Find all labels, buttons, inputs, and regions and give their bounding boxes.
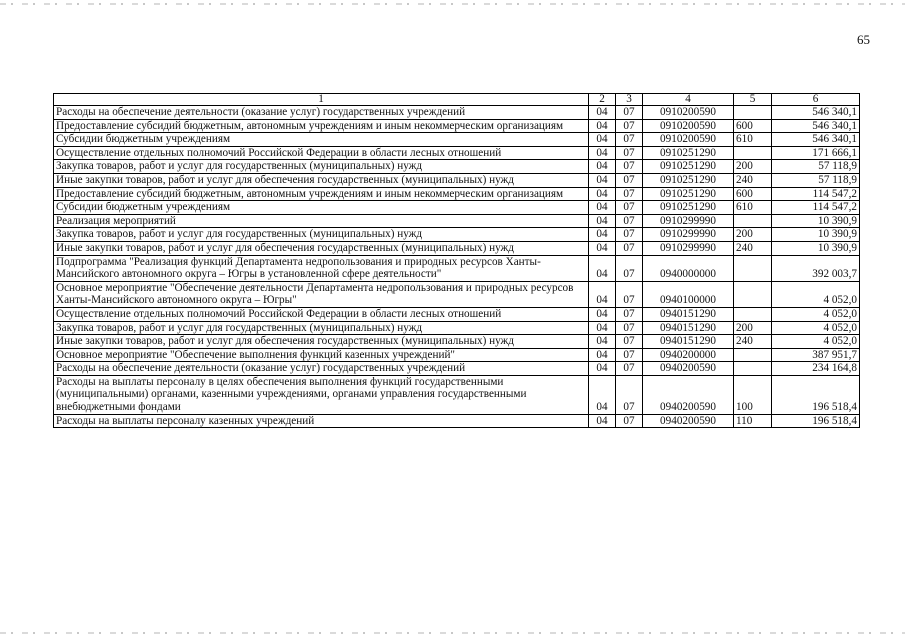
- amount-cell: 57 118,9: [772, 160, 860, 174]
- amount-cell: 196 518,4: [772, 375, 860, 414]
- amount-cell: 10 390,9: [772, 241, 860, 255]
- target-article-code-cell: 0940200000: [643, 348, 734, 362]
- expense-name-cell: Расходы на выплаты персоналу в целях обеспечения выполнения функций государственными (муниципальными) органами, казенными учреждениями, органами управления государственными внебюджетными фондами: [54, 375, 589, 414]
- amount-cell: 114 547,2: [772, 201, 860, 215]
- table-row: [54, 414, 860, 428]
- table-row: [54, 281, 860, 307]
- expense-type-code-cell: 600: [734, 187, 772, 201]
- table-row: [54, 255, 860, 281]
- expense-name-cell: Иные закупки товаров, работ и услуг для обеспечения государственных (муниципальных) нужд: [54, 335, 589, 349]
- target-article-code-cell: 0910200590: [643, 106, 734, 120]
- target-article-code-cell: 0940151290: [643, 335, 734, 349]
- expense-type-code-cell: 240: [734, 173, 772, 187]
- target-article-code-cell: 0940200590: [643, 362, 734, 376]
- header-row: [54, 94, 860, 106]
- section-code-cell: 04: [589, 375, 616, 414]
- expense-type-code-cell: [734, 281, 772, 307]
- expense-name-cell: Расходы на выплаты персоналу казенных учреждений: [54, 414, 589, 428]
- expense-name-cell: Субсидии бюджетным учреждениям: [54, 133, 589, 147]
- subsection-code-cell: 07: [616, 335, 643, 349]
- section-code-cell: 04: [589, 307, 616, 321]
- expense-type-code-cell: [734, 255, 772, 281]
- amount-cell: 546 340,1: [772, 133, 860, 147]
- target-article-code-cell: 0940151290: [643, 307, 734, 321]
- table-row: [54, 335, 860, 349]
- expense-name-cell: Закупка товаров, работ и услуг для государственных (муниципальных) нужд: [54, 160, 589, 174]
- table-row: [54, 362, 860, 376]
- subsection-code-cell: 07: [616, 321, 643, 335]
- budget-table: [53, 93, 860, 428]
- expense-type-code-cell: [734, 307, 772, 321]
- header-cell: 4: [643, 94, 734, 106]
- subsection-code-cell: 07: [616, 255, 643, 281]
- target-article-code-cell: 0910251290: [643, 201, 734, 215]
- table-row: [54, 187, 860, 201]
- subsection-code-cell: 07: [616, 106, 643, 120]
- table-row: [54, 119, 860, 133]
- expense-type-code-cell: 610: [734, 201, 772, 215]
- section-code-cell: 04: [589, 160, 616, 174]
- section-code-cell: 04: [589, 241, 616, 255]
- section-code-cell: 04: [589, 106, 616, 120]
- table-row: [54, 173, 860, 187]
- section-code-cell: 04: [589, 348, 616, 362]
- table-row: [54, 133, 860, 147]
- target-article-code-cell: 0910200590: [643, 133, 734, 147]
- expense-name-cell: Иные закупки товаров, работ и услуг для обеспечения государственных (муниципальных) нужд: [54, 173, 589, 187]
- section-code-cell: 04: [589, 133, 616, 147]
- expense-type-code-cell: 200: [734, 228, 772, 242]
- table-row: [54, 348, 860, 362]
- table-row: [54, 307, 860, 321]
- section-code-cell: 04: [589, 173, 616, 187]
- table-row: [54, 241, 860, 255]
- section-code-cell: 04: [589, 146, 616, 160]
- table-row: [54, 214, 860, 228]
- amount-cell: 10 390,9: [772, 228, 860, 242]
- expense-name-cell: Реализация мероприятий: [54, 214, 589, 228]
- page-number: 65: [857, 32, 870, 47]
- expense-name-cell: Расходы на обеспечение деятельности (оказание услуг) государственных учреждений: [54, 362, 589, 376]
- expense-name-cell: Закупка товаров, работ и услуг для государственных (муниципальных) нужд: [54, 228, 589, 242]
- expense-type-code-cell: 600: [734, 119, 772, 133]
- amount-cell: 4 052,0: [772, 281, 860, 307]
- scan-artifact-bottom: [0, 632, 905, 634]
- subsection-code-cell: 07: [616, 133, 643, 147]
- header-cell: 5: [734, 94, 772, 106]
- section-code-cell: 04: [589, 201, 616, 215]
- subsection-code-cell: 07: [616, 348, 643, 362]
- amount-cell: 4 052,0: [772, 321, 860, 335]
- target-article-code-cell: 0910299990: [643, 241, 734, 255]
- header-cell: 1: [54, 94, 589, 106]
- table-row: [54, 201, 860, 215]
- subsection-code-cell: 07: [616, 362, 643, 376]
- subsection-code-cell: 07: [616, 281, 643, 307]
- table-row: [54, 321, 860, 335]
- section-code-cell: 04: [589, 414, 616, 428]
- target-article-code-cell: 0940151290: [643, 321, 734, 335]
- subsection-code-cell: 07: [616, 228, 643, 242]
- target-article-code-cell: 0910251290: [643, 146, 734, 160]
- subsection-code-cell: 07: [616, 146, 643, 160]
- target-article-code-cell: 0940200590: [643, 414, 734, 428]
- subsection-code-cell: 07: [616, 119, 643, 133]
- target-article-code-cell: 0910251290: [643, 160, 734, 174]
- amount-cell: 546 340,1: [772, 119, 860, 133]
- expense-name-cell: Расходы на обеспечение деятельности (оказание услуг) государственных учреждений: [54, 106, 589, 120]
- expense-name-cell: Иные закупки товаров, работ и услуг для обеспечения государственных (муниципальных) нужд: [54, 241, 589, 255]
- table-row: [54, 375, 860, 414]
- expense-type-code-cell: 240: [734, 335, 772, 349]
- amount-cell: 546 340,1: [772, 106, 860, 120]
- header-cell: 6: [772, 94, 860, 106]
- amount-cell: 114 547,2: [772, 187, 860, 201]
- target-article-code-cell: 0910299990: [643, 214, 734, 228]
- section-code-cell: 04: [589, 281, 616, 307]
- section-code-cell: 04: [589, 228, 616, 242]
- expense-name-cell: Осуществление отдельных полномочий Российской Федерации в области лесных отношений: [54, 146, 589, 160]
- section-code-cell: 04: [589, 255, 616, 281]
- section-code-cell: 04: [589, 362, 616, 376]
- amount-cell: 387 951,7: [772, 348, 860, 362]
- subsection-code-cell: 07: [616, 307, 643, 321]
- subsection-code-cell: 07: [616, 241, 643, 255]
- subsection-code-cell: 07: [616, 414, 643, 428]
- expense-type-code-cell: [734, 146, 772, 160]
- section-code-cell: 04: [589, 119, 616, 133]
- expense-type-code-cell: [734, 214, 772, 228]
- section-code-cell: 04: [589, 335, 616, 349]
- expense-type-code-cell: 100: [734, 375, 772, 414]
- amount-cell: 171 666,1: [772, 146, 860, 160]
- target-article-code-cell: 0910251290: [643, 187, 734, 201]
- expense-type-code-cell: [734, 362, 772, 376]
- expense-type-code-cell: [734, 348, 772, 362]
- expense-type-code-cell: 610: [734, 133, 772, 147]
- subsection-code-cell: 07: [616, 160, 643, 174]
- expense-name-cell: Осуществление отдельных полномочий Российской Федерации в области лесных отношений: [54, 307, 589, 321]
- target-article-code-cell: 0910200590: [643, 119, 734, 133]
- expense-name-cell: Предоставление субсидий бюджетным, автономным учреждениям и иным некоммерческим организациям: [54, 187, 589, 201]
- target-article-code-cell: 0940200590: [643, 375, 734, 414]
- subsection-code-cell: 07: [616, 375, 643, 414]
- amount-cell: 10 390,9: [772, 214, 860, 228]
- section-code-cell: 04: [589, 321, 616, 335]
- subsection-code-cell: 07: [616, 214, 643, 228]
- amount-cell: 4 052,0: [772, 307, 860, 321]
- section-code-cell: 04: [589, 214, 616, 228]
- subsection-code-cell: 07: [616, 173, 643, 187]
- header-cell: 3: [616, 94, 643, 106]
- amount-cell: 392 003,7: [772, 255, 860, 281]
- expense-name-cell: Основное мероприятие "Обеспечение деятельности Департамента недропользования и природных ресурсов Ханты-Мансийского автономного округа – Югры": [54, 281, 589, 307]
- subsection-code-cell: 07: [616, 187, 643, 201]
- table-row: [54, 106, 860, 120]
- target-article-code-cell: 0910299990: [643, 228, 734, 242]
- table-row: [54, 160, 860, 174]
- expense-name-cell: Предоставление субсидий бюджетным, автономным учреждениям и иным некоммерческим организациям: [54, 119, 589, 133]
- target-article-code-cell: 0910251290: [643, 173, 734, 187]
- expense-name-cell: Основное мероприятие "Обеспечение выполнения функций казенных учреждений": [54, 348, 589, 362]
- expense-name-cell: Закупка товаров, работ и услуг для государственных (муниципальных) нужд: [54, 321, 589, 335]
- target-article-code-cell: 0940100000: [643, 281, 734, 307]
- amount-cell: 4 052,0: [772, 335, 860, 349]
- section-code-cell: 04: [589, 187, 616, 201]
- scan-artifact-top: [0, 3, 905, 5]
- expense-type-code-cell: 200: [734, 321, 772, 335]
- amount-cell: 234 164,8: [772, 362, 860, 376]
- expense-type-code-cell: 200: [734, 160, 772, 174]
- amount-cell: 57 118,9: [772, 173, 860, 187]
- expense-name-cell: Субсидии бюджетным учреждениям: [54, 201, 589, 215]
- expense-type-code-cell: [734, 106, 772, 120]
- target-article-code-cell: 0940000000: [643, 255, 734, 281]
- table-row: [54, 228, 860, 242]
- subsection-code-cell: 07: [616, 201, 643, 215]
- expense-type-code-cell: 240: [734, 241, 772, 255]
- header-cell: 2: [589, 94, 616, 106]
- expense-name-cell: Подпрограмма "Реализация функций Департамента недропользования и природных ресурсов Ханты-Мансийского автономного округа – Югры в установленной сфере деятельности": [54, 255, 589, 281]
- amount-cell: 196 518,4: [772, 414, 860, 428]
- table-row: [54, 146, 860, 160]
- expense-type-code-cell: 110: [734, 414, 772, 428]
